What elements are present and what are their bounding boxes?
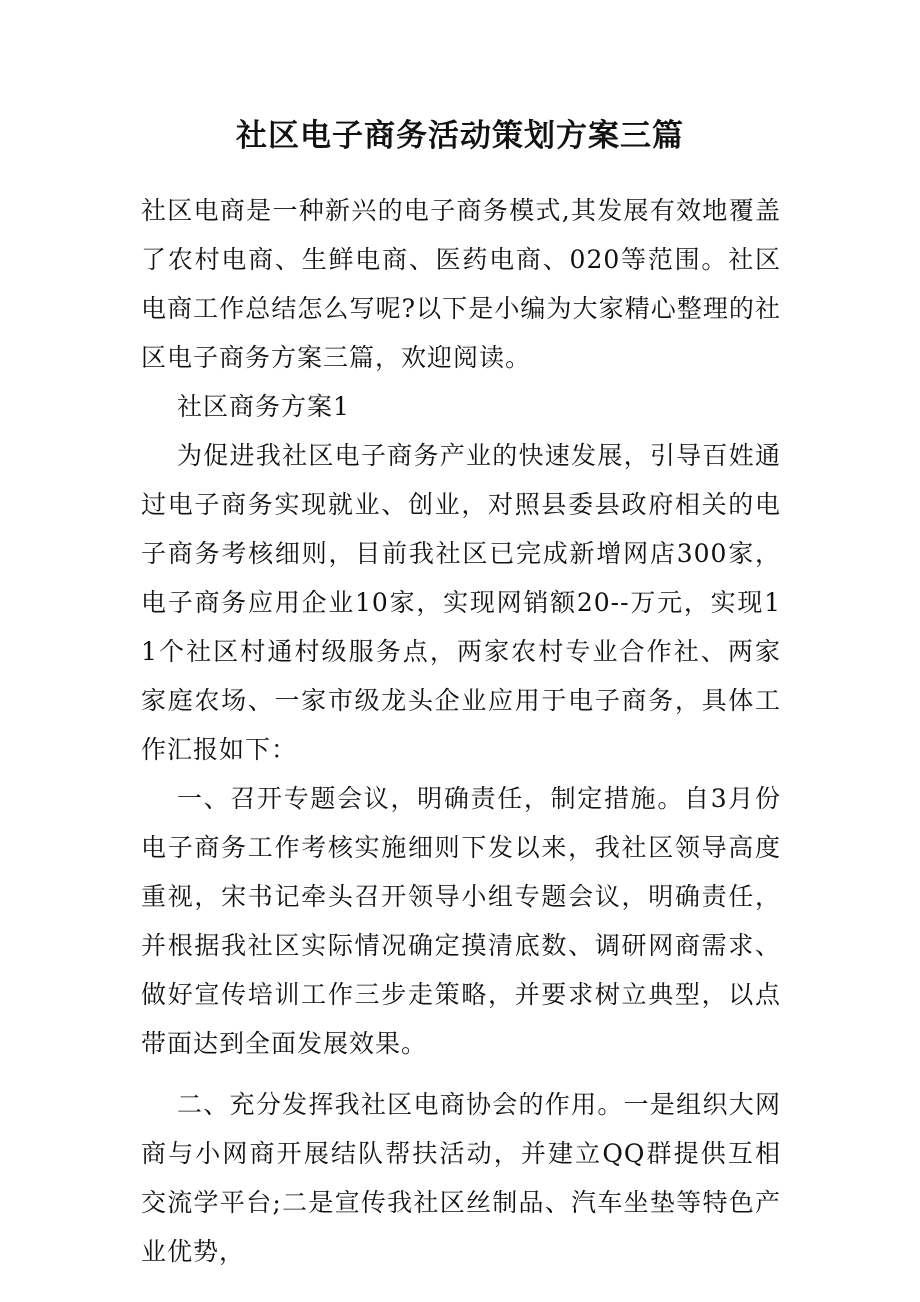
body-paragraph: 为促进我社区电子商务产业的快速发展，引导百姓通过电子商务实现就业、创业，对照县委县政府相关的电子商务考核细则，目前我社区已完成新增网店300家，电子商务应用企业10家，实现网销额20--万元，实现11个社区村通村级服务点，两家农村专业合作社、两家家庭农场、一家市级龙头企业应用于电子商务，具体工作汇报如下： — [141, 441, 781, 764]
section-heading: 社区商务方案1 — [177, 392, 350, 421]
body-paragraph: 一、召开专题会议，明确责任，制定措施。自3月份电子商务工作考核实施细则下发以来，我社区领导高度重视，宋书记牵头召开领导小组专题会议，明确责任，并根据我社区实际情况确定摸清底数、调研网商需求、做好宣传培训工作三步走策略，并要求树立典型，以点带面达到全面发展效果。 — [141, 784, 781, 1058]
intro-paragraph: 社区电商是一种新兴的电子商务模式,其发展有效地覆盖了农村电商、生鲜电商、医药电商、020等范围。社区电商工作总结怎么写呢?以下是小编为大家精心整理的社区电子商务方案三篇，欢迎阅读。 — [141, 196, 781, 372]
body-paragraph: 二、充分发挥我社区电商协会的作用。一是组织大网商与小网商开展结队帮扶活动，并建立QQ群提供互相交流学平台;二是宣传我社区丝制品、汽车坐垫等特色产业优势， — [141, 1090, 781, 1266]
document-body — [141, 186, 781, 1276]
document-title: 社区电子商务活动策划方案三篇 — [236, 118, 684, 154]
